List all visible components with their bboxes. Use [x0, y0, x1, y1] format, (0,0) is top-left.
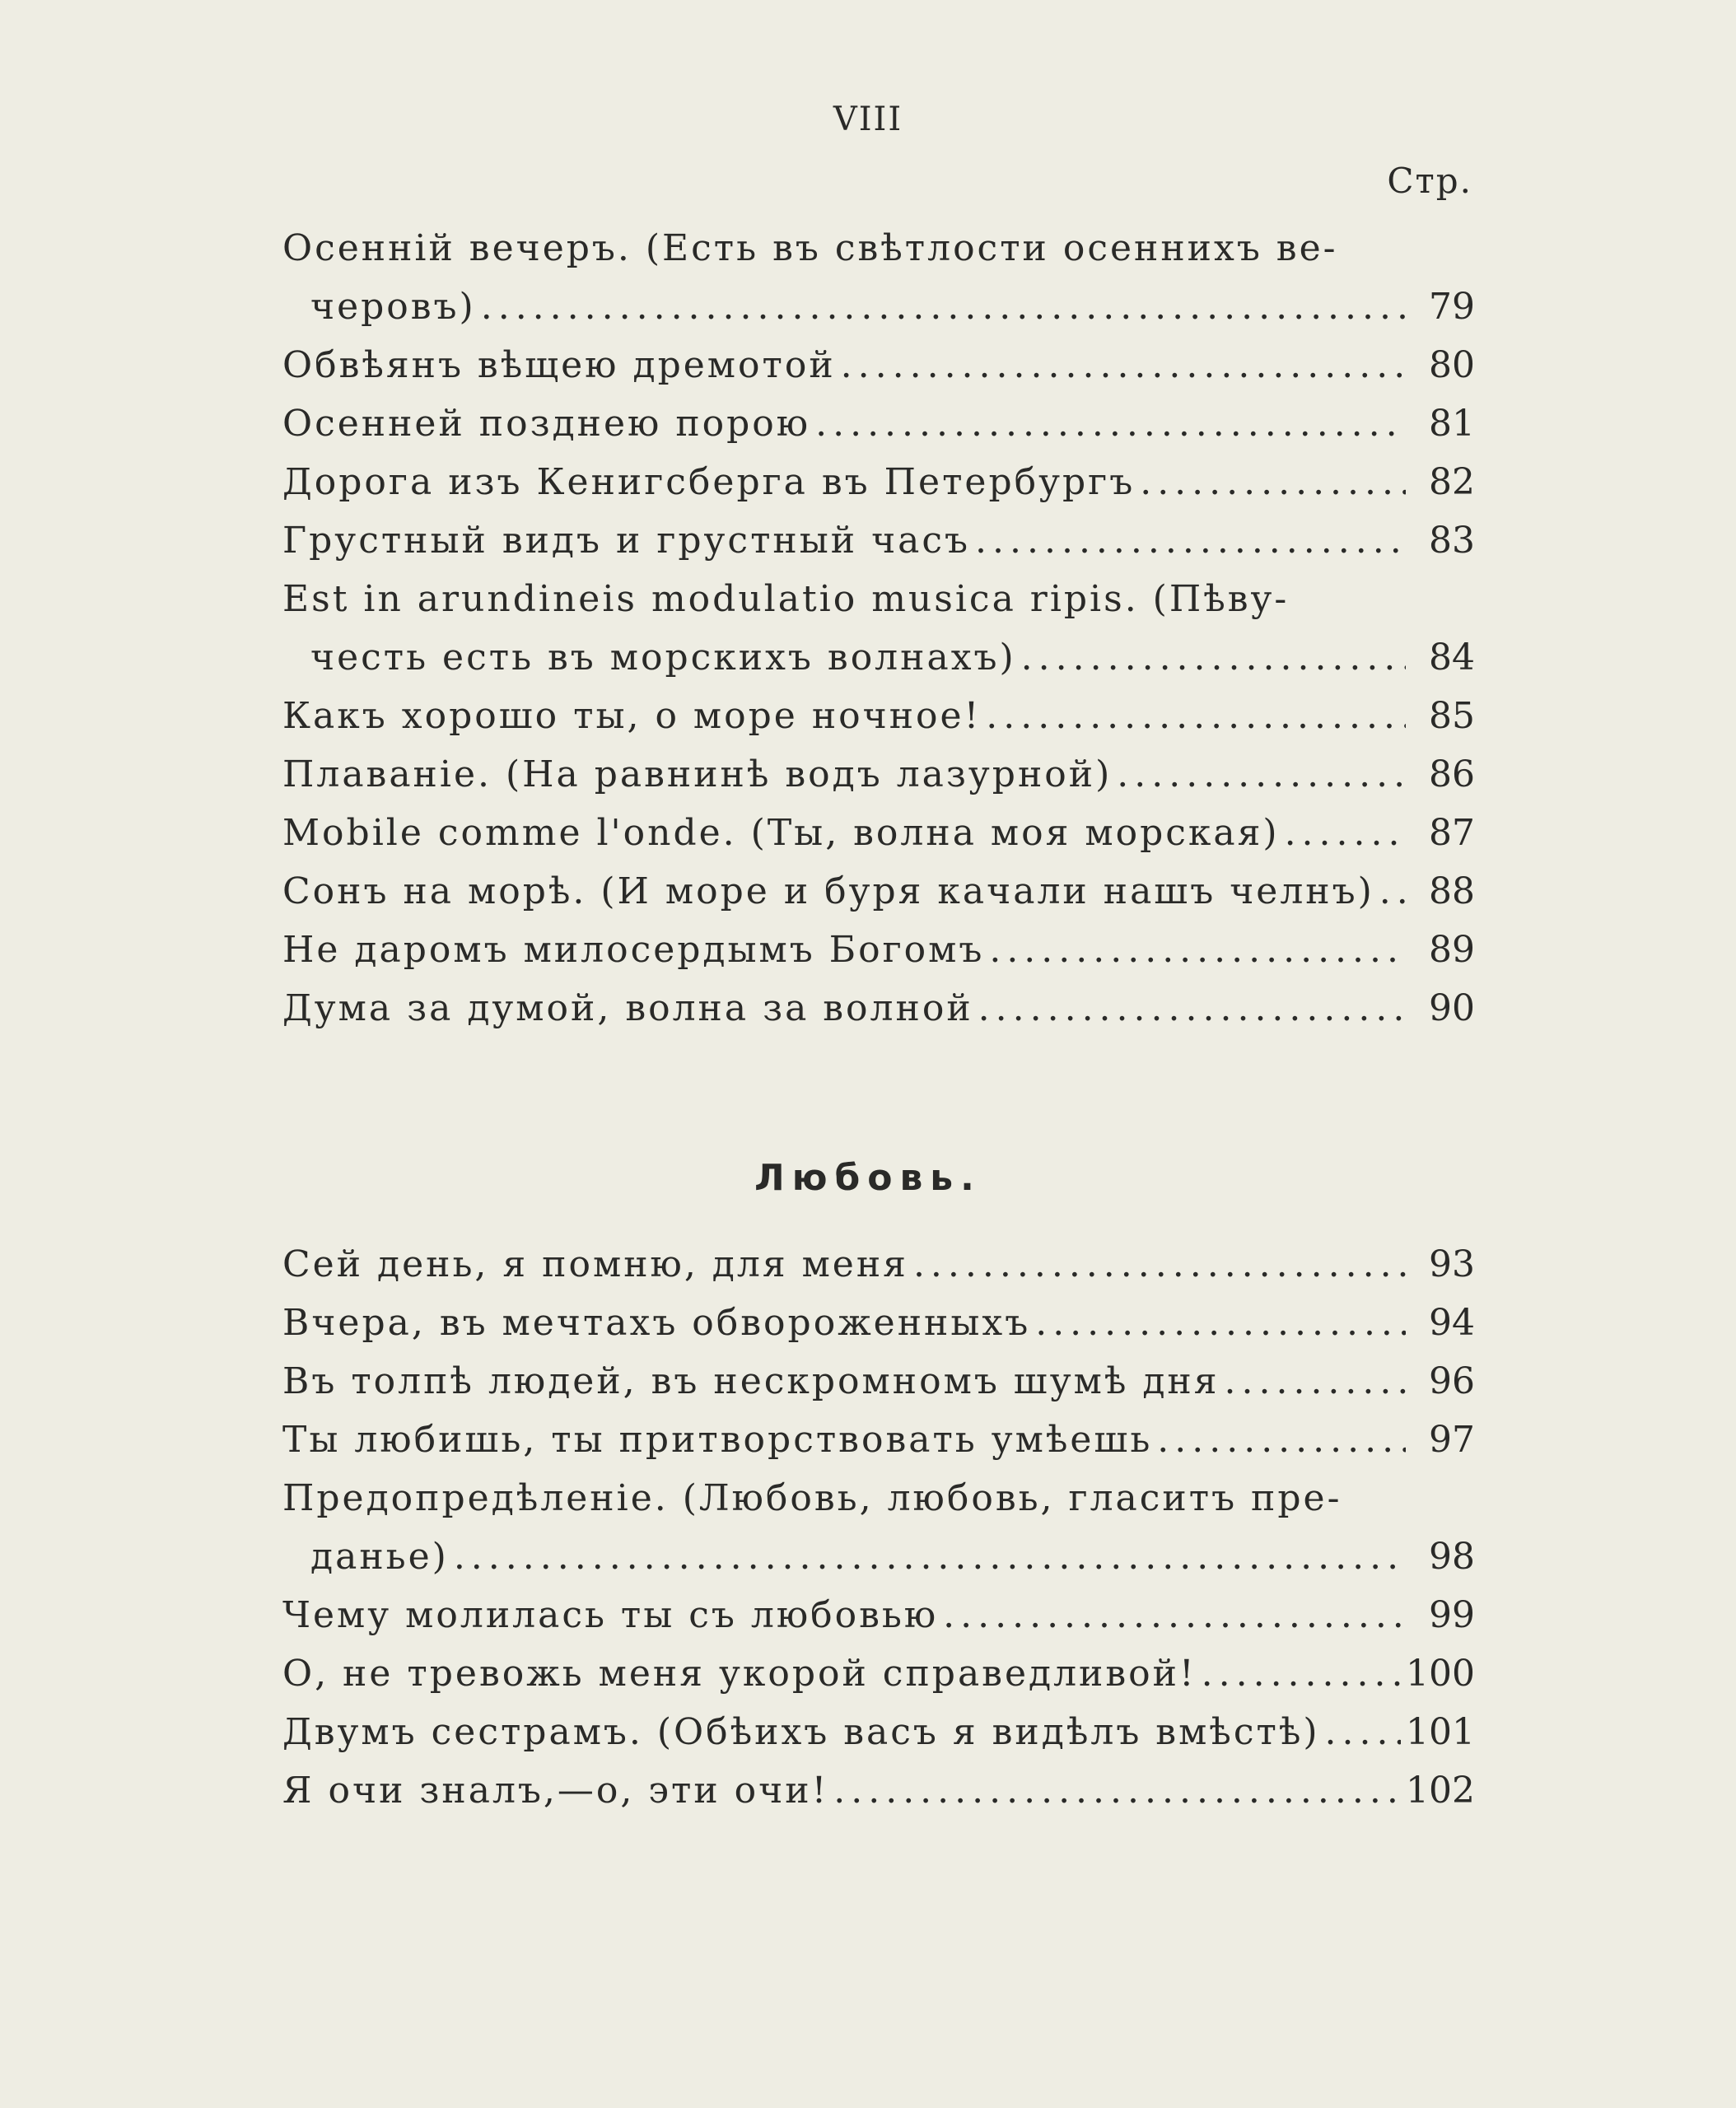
- toc-entry-line: [282, 971, 1475, 1029]
- toc-entry-page: 79: [1429, 286, 1475, 328]
- toc-entry-title: Est in arundineis modulatio musica ripis. (Пѣву-: [282, 578, 1290, 620]
- toc-entry-page: 101: [1406, 1711, 1475, 1753]
- toc-list-section-two: [282, 1227, 1475, 1812]
- toc-entry-line: [282, 211, 1475, 269]
- toc-entry-line: [282, 620, 1475, 679]
- toc-entry-page: 98: [1429, 1536, 1475, 1578]
- toc-leader-dots: [1379, 870, 1406, 912]
- toc-entry-title: черовъ): [310, 286, 476, 328]
- toc-leader-dots: [815, 403, 1406, 445]
- toc-entry-line: [282, 1402, 1475, 1461]
- toc-entry-line: [282, 386, 1475, 445]
- toc-entry-page: 99: [1429, 1594, 1475, 1636]
- toc-entry-title: Въ толпѣ людей, въ нескромномъ шумѣ дня: [282, 1360, 1220, 1402]
- toc-entry-title: О, не тревожь меня укорой справедливой!: [282, 1653, 1197, 1695]
- toc-entry-title: данье): [310, 1536, 449, 1578]
- toc-entry-line: [282, 679, 1475, 737]
- toc-leader-dots: [1202, 1653, 1401, 1695]
- toc-entry-line: [282, 854, 1475, 912]
- toc-entry-line: [282, 269, 1475, 328]
- toc-entry-title: Вчера, въ мечтахъ обвороженныхъ: [282, 1302, 1031, 1344]
- toc-leader-dots: [1021, 637, 1406, 679]
- toc-entry-line: [282, 328, 1475, 386]
- toc-entry-page: 80: [1429, 344, 1475, 386]
- toc-leader-dots: [1325, 1711, 1402, 1753]
- toc-leader-dots: [1157, 1419, 1406, 1461]
- toc-leader-dots: [1035, 1302, 1406, 1344]
- toc-leader-dots: [833, 1770, 1401, 1812]
- toc-leader-dots: [978, 987, 1406, 1029]
- toc-entry-line: [282, 562, 1475, 620]
- toc-entry-page: 100: [1406, 1653, 1475, 1695]
- toc-entry-page: 88: [1429, 870, 1475, 912]
- toc-entry-title: Дорога изъ Кенигсберга въ Петербургъ: [282, 461, 1136, 503]
- section-title: Любовь.: [754, 1157, 982, 1199]
- toc-entry-page: 102: [1406, 1770, 1475, 1812]
- page-number: VIII: [833, 100, 903, 138]
- toc-entry-title: Сей день, я помню, для меня: [282, 1243, 908, 1285]
- toc-entry-page: 85: [1429, 695, 1475, 737]
- toc-entry-title: честь есть въ морскихъ волнахъ): [310, 637, 1016, 679]
- toc-entry-line: [282, 795, 1475, 854]
- toc-entry-title: Осенній вечеръ. (Есть въ свѣтлости осеннихъ ве-: [282, 227, 1338, 269]
- toc-leader-dots: [1285, 812, 1406, 854]
- toc-entry-line: [282, 1285, 1475, 1344]
- toc-entry-page: 84: [1429, 637, 1475, 679]
- toc-entry-line: [282, 1344, 1475, 1402]
- toc-entry-title: Я очи зналъ,—о, эти очи!: [282, 1770, 829, 1812]
- toc-leader-dots: [913, 1243, 1406, 1285]
- toc-leader-dots: [975, 520, 1406, 562]
- toc-leader-dots: [841, 344, 1406, 386]
- toc-leader-dots: [454, 1536, 1406, 1578]
- toc-entry-title: Дума за думой, волна за волной: [282, 987, 973, 1029]
- toc-entry-page: 82: [1429, 461, 1475, 503]
- toc-entry-line: [282, 1753, 1475, 1812]
- toc-entry-page: 89: [1429, 929, 1475, 971]
- toc-entry-page: 81: [1429, 403, 1475, 445]
- toc-entry-title: Mobile comme l'onde. (Ты, волна моя морская): [282, 812, 1280, 854]
- toc-entry-title: Предопредѣленіе. (Любовь, любовь, гласитъ пре-: [282, 1477, 1342, 1519]
- toc-entry-page: 96: [1429, 1360, 1475, 1402]
- toc-entry-title: Обвѣянъ вѣщею дремотой: [282, 344, 836, 386]
- toc-entry-line: [282, 1461, 1475, 1519]
- toc-entry-title: Не даромъ милосердымъ Богомъ: [282, 929, 985, 971]
- toc-entry-title: Осенней позднею порою: [282, 403, 811, 445]
- toc-entry-line: [282, 503, 1475, 562]
- toc-entry-page: 90: [1429, 987, 1475, 1029]
- toc-entry-title: Какъ хорошо ты, о море ночное!: [282, 695, 982, 737]
- toc-leader-dots: [989, 929, 1406, 971]
- toc-leader-dots: [1225, 1360, 1406, 1402]
- toc-entry-page: 83: [1429, 520, 1475, 562]
- toc-entry-page: 94: [1429, 1302, 1475, 1344]
- toc-leader-dots: [1117, 753, 1406, 795]
- toc-entry-title: Двумъ сестрамъ. (Обѣихъ васъ я видѣлъ вмѣстѣ): [282, 1711, 1320, 1753]
- toc-entry-line: [282, 737, 1475, 795]
- toc-entry-page: 97: [1429, 1419, 1475, 1461]
- toc-entry-page: 86: [1429, 753, 1475, 795]
- toc-leader-dots: [481, 286, 1406, 328]
- toc-leader-dots: [986, 695, 1406, 737]
- toc-entry-line: [282, 912, 1475, 971]
- toc-leader-dots: [1140, 461, 1406, 503]
- toc-leader-dots: [943, 1594, 1406, 1636]
- toc-entry-title: Плаваніе. (На равнинѣ водъ лазурной): [282, 753, 1113, 795]
- toc-entry-page: 93: [1429, 1243, 1475, 1285]
- toc-entry-line: [282, 1695, 1475, 1753]
- page-column-header: Стр.: [1387, 161, 1472, 201]
- toc-entry-title: Чему молилась ты съ любовью: [282, 1594, 939, 1636]
- toc-entry-line: [282, 445, 1475, 503]
- toc-entry-line: [282, 1578, 1475, 1636]
- toc-list-section-one: [282, 211, 1475, 1029]
- toc-entry-line: [282, 1636, 1475, 1695]
- toc-entry-title: Грустный видъ и грустный часъ: [282, 520, 971, 562]
- toc-entry-line: [282, 1227, 1475, 1285]
- toc-entry-line: [282, 1519, 1475, 1578]
- toc-entry-title: Сонъ на морѣ. (И море и буря качали нашъ челнъ): [282, 870, 1374, 912]
- toc-entry-title: Ты любишь, ты притворствовать умѣешь: [282, 1419, 1153, 1461]
- toc-entry-page: 87: [1429, 812, 1475, 854]
